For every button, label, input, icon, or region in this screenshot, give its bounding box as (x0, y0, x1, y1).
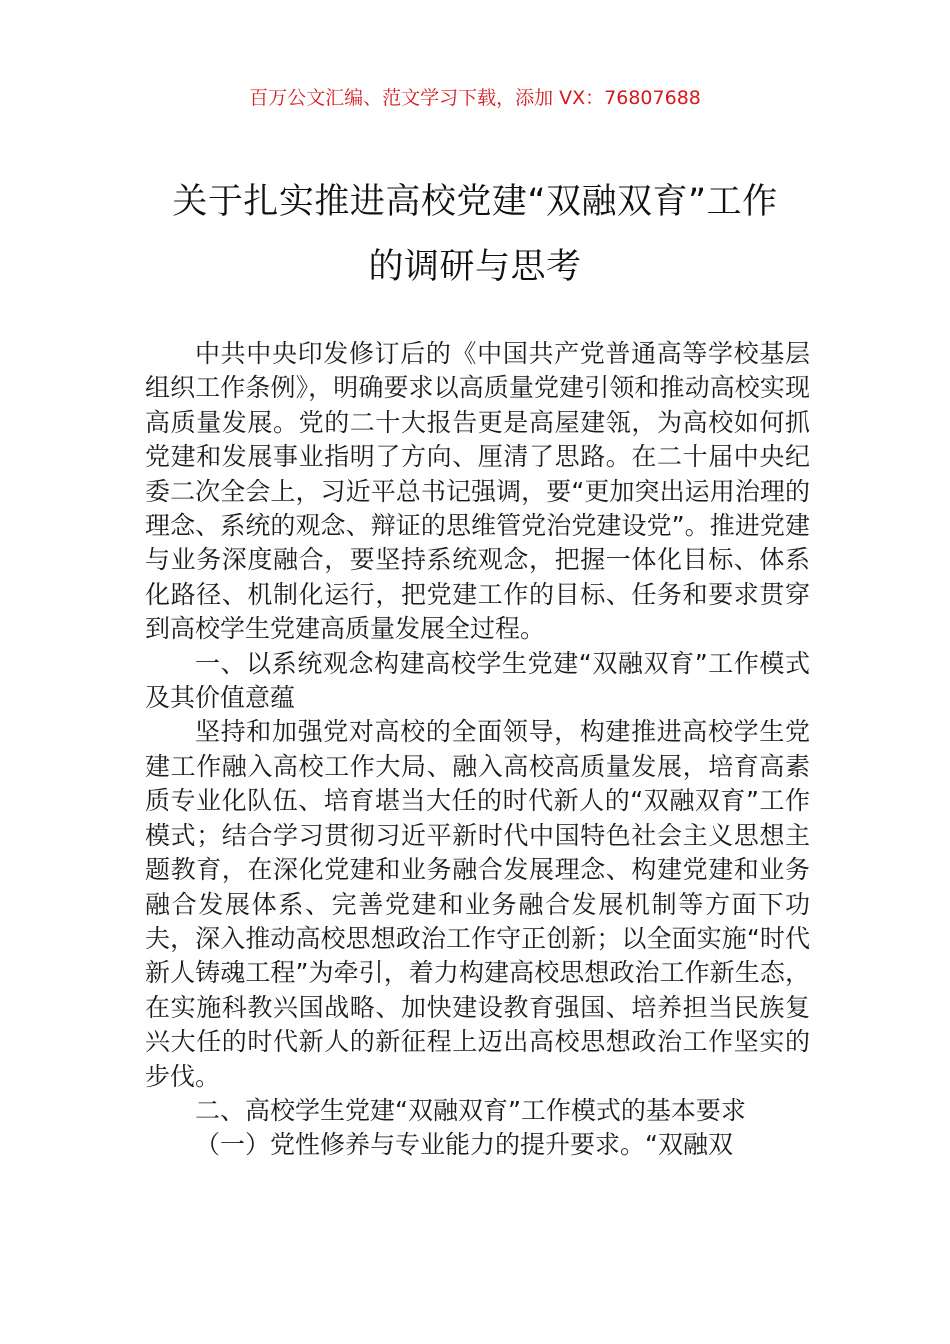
title-line-1: 关于扎实推进高校党建“双融双育”工作 (172, 182, 778, 222)
download-banner: 百万公文汇编、范文学习下载，添加 VX：76807688 (249, 87, 701, 109)
document-body (145, 337, 810, 1163)
subsection-1-paragraph: （一）党性修养与专业能力的提升要求。“双融双 (195, 1130, 733, 1160)
document-title (80, 170, 870, 300)
intro-paragraph: 中共中央印发修订后的《中国共产党普通高等学校基层组织工作条例》，明确要求以高质量党建引领和推动高校实现高质量发展。党的二十大报告更是高屋建瓴，为高校如何抓党建和发展事业指明了方向、厘清了思路。在二十届中央纪委二次全会上，习近平总书记强调，要“更加突出运用治理的理念、系统的观念、辩证的思维管党治党建设党”。推进党建与业务深度融合，要坚持系统观念，把握一体化目标、体系化路径、机制化运行，把党建工作的目标、任务和要求贯穿到高校学生党建高质量发展全过程。 (145, 339, 810, 644)
section-heading-2: 二、高校学生党建“双融双育”工作模式的基本要求 (195, 1095, 746, 1125)
title-line-2: 的调研与思考 (368, 247, 582, 287)
section-1-paragraph: 坚持和加强党对高校的全面领导，构建推进高校学生党建工作融入高校工作大局、融入高校高质量发展，培育高素质专业化队伍、培育堪当大任的时代新人的“双融双育”工作模式；结合学习贯彻习近平新时代中国特色社会主义思想主题教育，在深化党建和业务融合发展理念、构建党建和业务融合发展体系、完善党建和业务融合发展机制等方面下功夫，深入推动高校思想政治工作守正创新；以全面实施“时代新人铸魂工程”为牵引，着力构建高校思想政治工作新生态，在实施科教兴国战略、加快建设教育强国、培养担当民族复兴大任的时代新人的新征程上迈出高校思想政治工作坚实的步伐。 (145, 717, 810, 1091)
section-heading-1: 一、以系统观念构建高校学生党建“双融双育”工作模式及其价值意蕴 (145, 648, 810, 713)
